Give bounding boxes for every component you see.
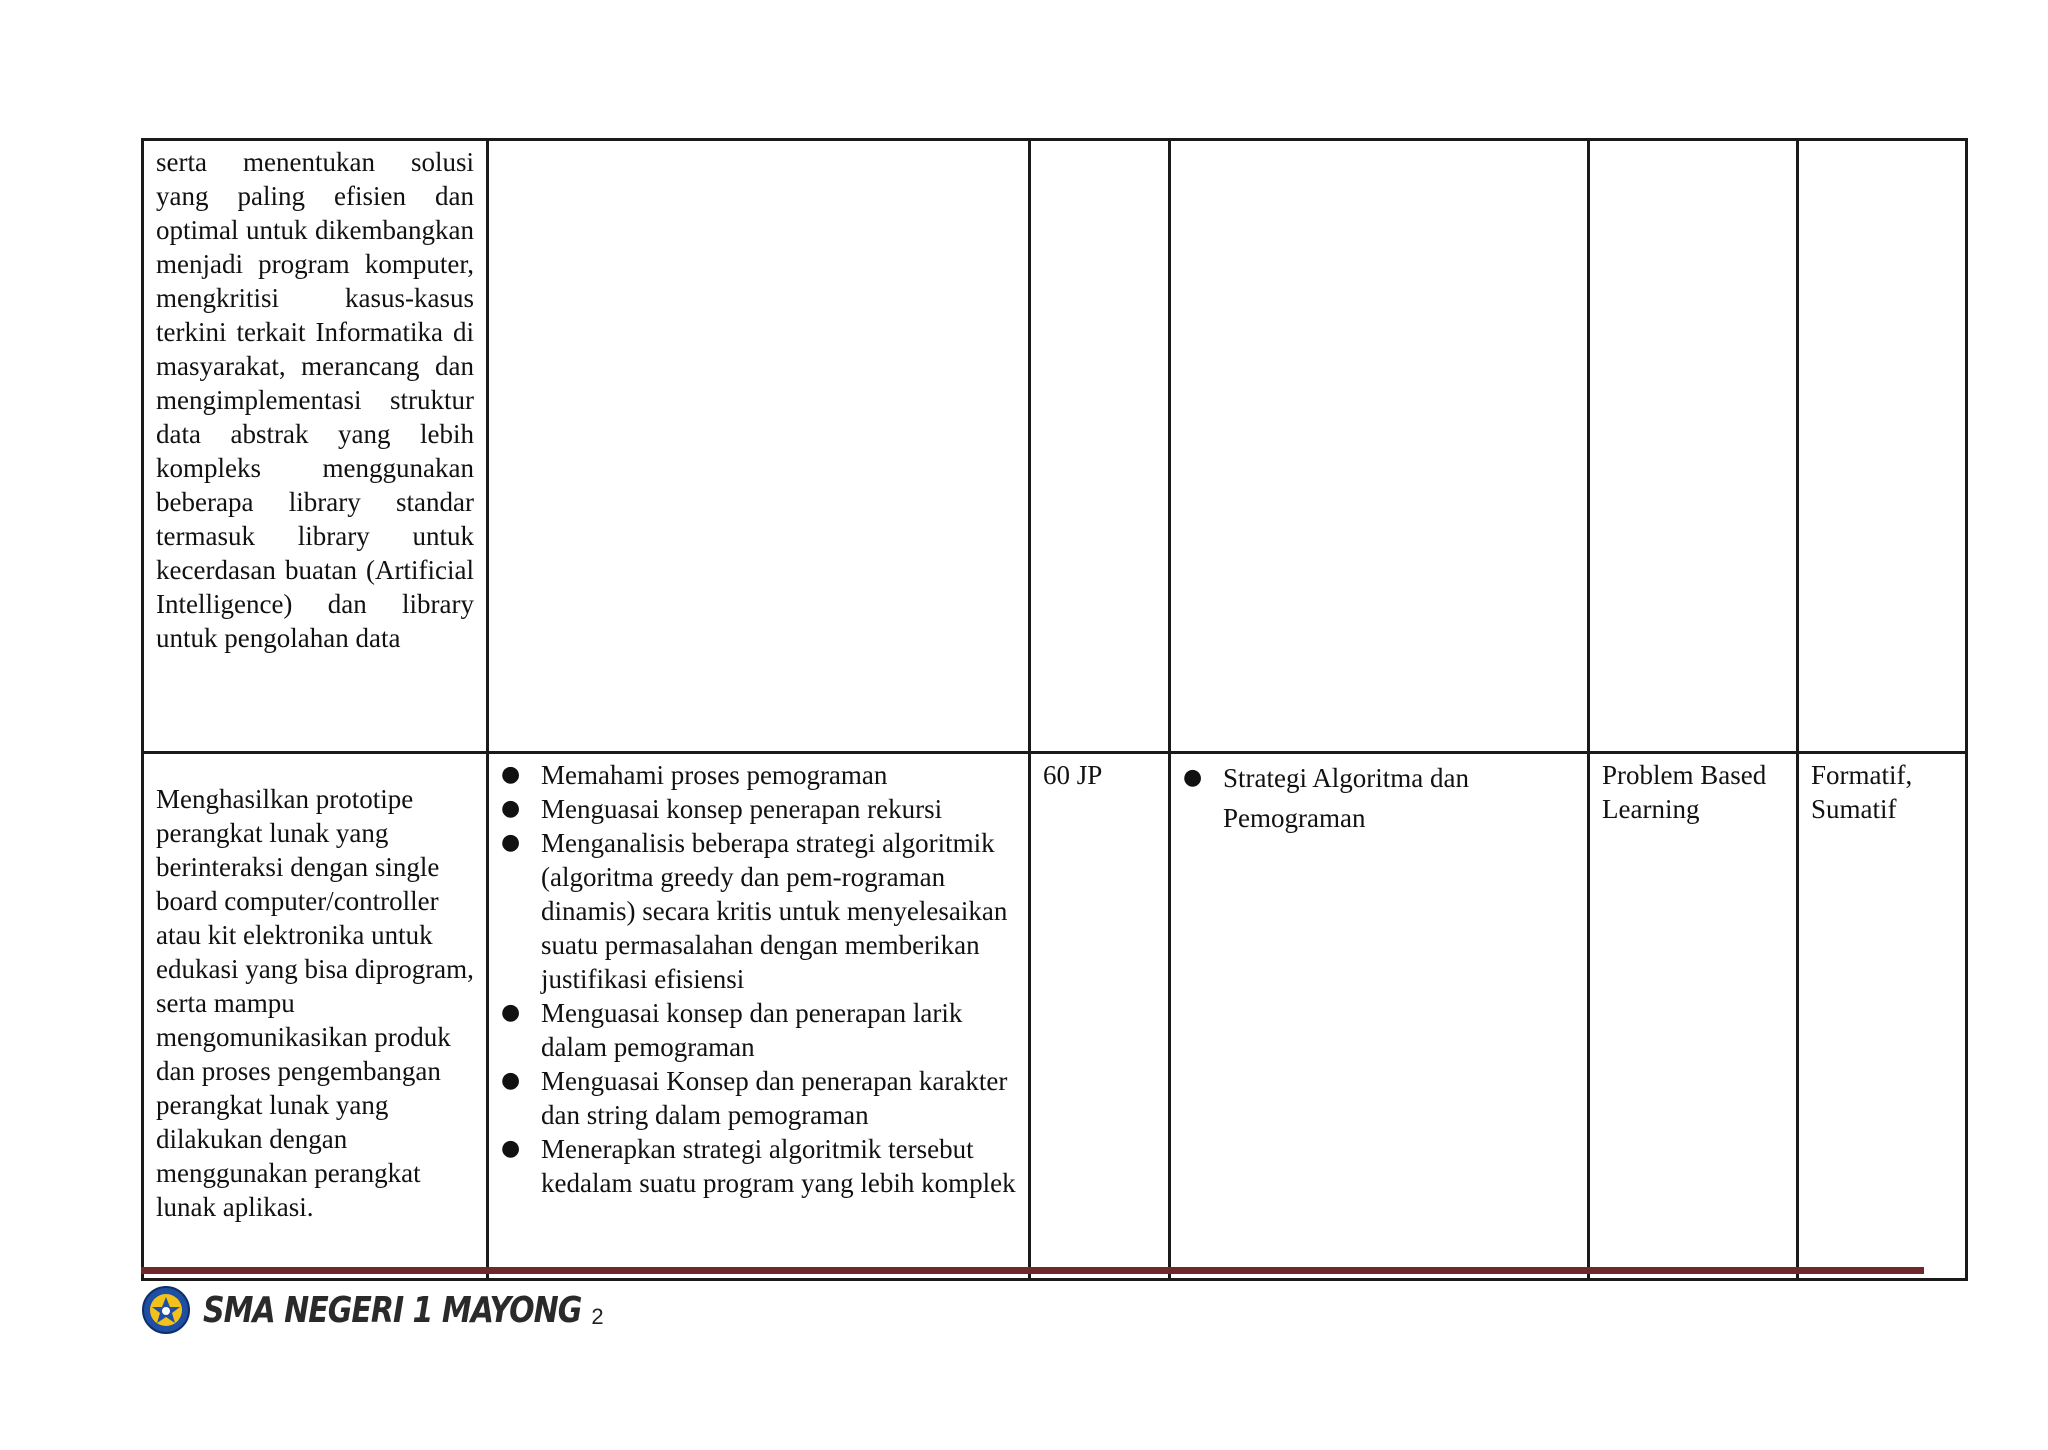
- objectives-cell: [488, 140, 1030, 753]
- method-cell: Problem Based Learning: [1589, 753, 1798, 1280]
- time-allocation-cell: 60 JP: [1030, 753, 1170, 1280]
- table-row: [143, 140, 1967, 753]
- method-cell: [1589, 140, 1798, 753]
- list-item: ● Strategi Algoritma dan Pemograman: [1183, 758, 1575, 838]
- assessment-cell: [1798, 140, 1967, 753]
- curriculum-table: [141, 138, 1968, 1281]
- page-number: 2: [591, 1304, 604, 1329]
- objectives-list: [501, 758, 1016, 1200]
- assessment-cell: Formatif, Sumatif: [1798, 753, 1967, 1280]
- objectives-cell: [488, 753, 1030, 1280]
- list-item: ● Menerapkan strategi algoritmik tersebut kedalam suatu program yang lebih komplek: [501, 1132, 1016, 1200]
- list-item: ● Menguasai konsep penerapan rekursi: [501, 792, 1016, 826]
- list-item: ● Menguasai Konsep dan penerapan karakter dan string dalam pemograman: [501, 1064, 1016, 1132]
- list-item: ● Menguasai konsep dan penerapan larik dalam pemograman: [501, 996, 1016, 1064]
- school-name: SMA NEGERI 1 MAYONG: [203, 1289, 582, 1331]
- material-cell: [1170, 753, 1589, 1280]
- footer-rule: [141, 1267, 1924, 1274]
- material-cell: [1170, 140, 1589, 753]
- list-item: ● Memahami proses pemograman: [501, 758, 1016, 792]
- table-row: [143, 753, 1967, 1280]
- school-logo-icon: [141, 1285, 191, 1335]
- page-footer: [141, 1280, 604, 1340]
- learning-outcome-cell: Menghasilkan prototipe perangkat lunak yang berinteraksi dengan single board computer/controller atau kit elektronika untuk edukasi yang bisa diprogram, serta mampu mengomunikasikan produk dan proses pengembangan perangkat lunak yang dilakukan dengan menggunakan perangkat lunak aplikasi.: [143, 753, 488, 1280]
- learning-outcome-cell: serta menentukan solusi yang paling efisien dan optimal untuk dikembangkan menjadi program komputer, mengkritisi kasus-kasus terkini terkait Informatika di masyarakat, merancang dan mengimplementasi struktur data abstrak yang lebih kompleks menggunakan beberapa library standar termasuk library untuk kecerdasan buatan (Artificial Intelligence) dan library untuk pengolahan data: [143, 140, 488, 753]
- time-allocation-cell: [1030, 140, 1170, 753]
- list-item: ● Menganalisis beberapa strategi algoritmik (algoritma greedy dan pem-rograman dinamis) secara kritis untuk menyelesaikan suatu permasalahan dengan memberikan justifikasi efisiensi: [501, 826, 1016, 996]
- material-list: [1183, 758, 1575, 838]
